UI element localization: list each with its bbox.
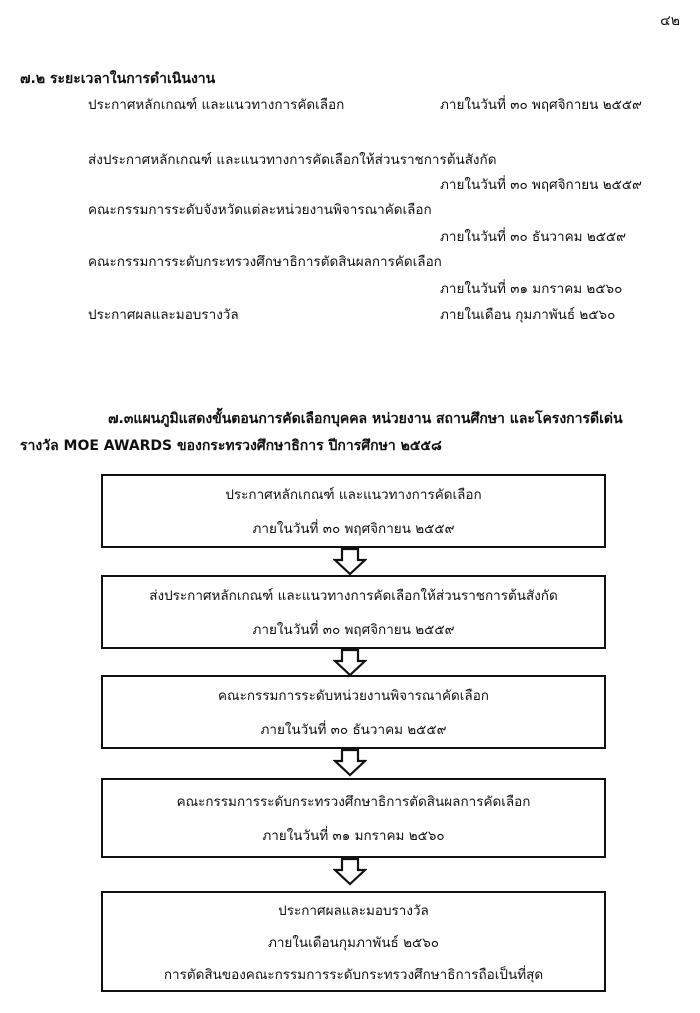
flow-step-date: ภายในเดือนกุมภาพันธ์ ๒๕๖๐ [267, 934, 440, 951]
flow-step-4 [101, 778, 606, 858]
flow-step-date: ภายในวันที่ ๓๐ ธันวาคม ๒๕๕๙ [260, 722, 447, 738]
flow-step-text: ส่งประกาศหลักเกณฑ์ และแนวทางการคัดเลือกให้ส่วนราชการต้นสังกัด [149, 588, 558, 604]
timeline-task: คณะกรรมการระดับกระทรวงศึกษาธิการตัดสินผลการคัดเลือก [88, 254, 442, 270]
timeline-deadline: ภายในวันที่ ๓๐ ธันวาคม ๒๕๕๙ [440, 229, 627, 245]
timeline-deadline: ภายในวันที่ ๓๑ มกราคม ๒๕๖๐ [440, 281, 623, 297]
section-7-3-heading-cont: รางวัล MOE AWARDS ของกระทรวงศึกษาธิการ ปีการศึกษา ๒๕๕๘ [20, 438, 442, 454]
down-arrow-icon [333, 548, 367, 576]
page-number: ๔๒ [660, 13, 680, 29]
timeline-deadline: ภายในเดือน กุมภาพันธ์ ๒๕๖๐ [440, 307, 616, 323]
timeline-task: คณะกรรมการระดับจังหวัดแต่ละหน่วยงานพิจารณาคัดเลือก [88, 202, 432, 218]
down-arrow-icon [333, 649, 367, 677]
down-arrow-icon [333, 749, 367, 777]
down-arrow-icon [333, 858, 367, 886]
section-7-2-heading: ๗.๒ ระยะเวลาในการดำเนินงาน [20, 71, 216, 87]
timeline-task: ประกาศหลักเกณฑ์ และแนวทางการคัดเลือก [88, 97, 345, 113]
flow-step-text: คณะกรรมการระดับหน่วยงานพิจารณาคัดเลือก [218, 688, 489, 704]
flow-step-date: ภายในวันที่ ๓๑ มกราคม ๒๕๖๐ [262, 828, 445, 844]
flow-step-date: ภายในวันที่ ๓๐ พฤศจิกายน ๒๕๕๙ [252, 521, 455, 537]
flow-step-date: ภายในวันที่ ๓๐ พฤศจิกายน ๒๕๕๙ [252, 622, 455, 638]
flow-step-text: คณะกรรมการระดับกระทรวงศึกษาธิการตัดสินผลการคัดเลือก [176, 794, 531, 810]
flow-step-2 [101, 575, 606, 649]
flow-step-3 [101, 675, 606, 749]
flow-step-text: ประกาศหลักเกณฑ์ และแนวทางการคัดเลือก [225, 487, 482, 503]
flow-step-note: การตัดสินของคณะกรรมการระดับกระทรวงศึกษาธิการถือเป็นที่สุด [163, 966, 544, 983]
timeline-task: ประกาศผลและมอบรางวัล [88, 307, 239, 323]
section-7-3-heading: ๗.๓แผนภูมิแสดงขั้นตอนการคัดเลือกบุคคล หน่วยงาน สถานศึกษา และโครงการดีเด่น [108, 411, 623, 427]
flow-step-text: ประกาศผลและมอบรางวัล [278, 902, 429, 919]
flow-step-1 [101, 474, 606, 548]
timeline-deadline: ภายในวันที่ ๓๐ พฤศจิกายน ๒๕๕๙ [440, 177, 642, 193]
timeline-task: ส่งประกาศหลักเกณฑ์ และแนวทางการคัดเลือกให้ส่วนราชการต้นสังกัด [88, 152, 497, 168]
flow-step-5 [101, 891, 606, 992]
timeline-deadline: ภายในวันที่ ๓๐ พฤศจิกายน ๒๕๕๙ [440, 97, 642, 113]
